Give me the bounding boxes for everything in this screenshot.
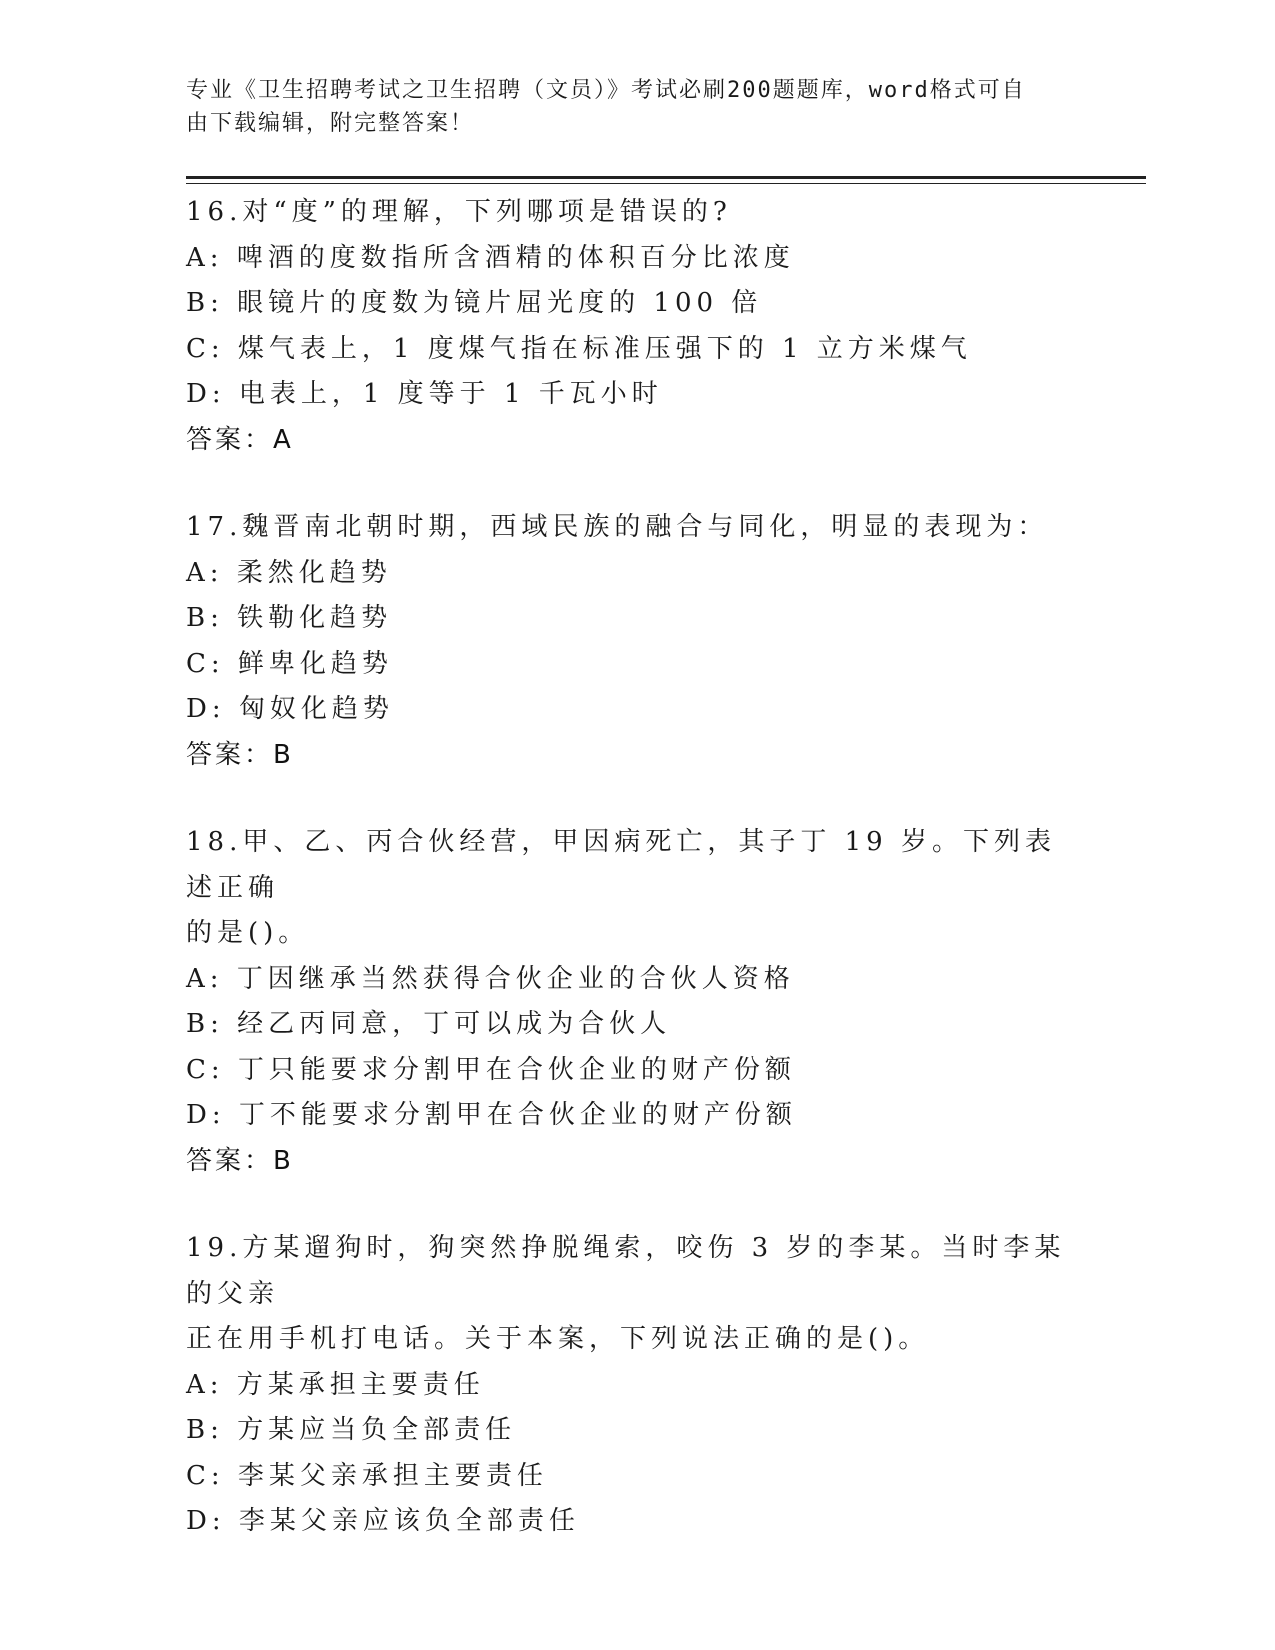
answer-label: 答案：B bbox=[186, 1145, 294, 1176]
option-d: D: 电表上，1 度等于 1 千瓦小时 bbox=[186, 379, 663, 409]
question-19 bbox=[186, 1226, 1086, 1545]
answer-label: 答案：B bbox=[186, 739, 294, 770]
option-b: B: 眼镜片的度数为镜片屈光度的 100 倍 bbox=[186, 288, 763, 318]
question-stem-line-1: 18.甲、乙、丙合伙经营，甲因病死亡，其子丁 19 岁。下列表述正确 bbox=[186, 827, 1056, 903]
intro-line-1: 专业《卫生招聘考试之卫生招聘（文员）》考试必刷200题题库，word格式可自 bbox=[186, 78, 1026, 103]
question-18 bbox=[186, 820, 1086, 1184]
option-d: D: 李某父亲应该负全部责任 bbox=[186, 1506, 580, 1536]
option-d: D: 丁不能要求分割甲在合伙企业的财产份额 bbox=[186, 1100, 797, 1130]
option-b: B: 经乙丙同意，丁可以成为合伙人 bbox=[186, 1009, 672, 1039]
option-d: D: 匈奴化趋势 bbox=[186, 694, 394, 724]
question-16 bbox=[186, 190, 1086, 463]
option-c: C: 鲜卑化趋势 bbox=[186, 648, 393, 679]
option-c: C: 丁只能要求分割甲在合伙企业的财产份额 bbox=[186, 1054, 796, 1085]
option-a: A: 方某承担主要责任 bbox=[186, 1369, 485, 1400]
question-stem: 17.魏晋南北朝时期，西域民族的融合与同化，明显的表现为： bbox=[186, 512, 1049, 542]
question-stem-line-2: 正在用手机打电话。关于本案，下列说法正确的是()。 bbox=[186, 1324, 930, 1354]
header-divider-thin bbox=[186, 183, 1146, 184]
question-17 bbox=[186, 505, 1086, 778]
question-stem-line-1: 19.方某遛狗时，狗突然挣脱绳索，咬伤 3 岁的李某。当时李某的父亲 bbox=[186, 1233, 1066, 1309]
option-b: B: 铁勒化趋势 bbox=[186, 603, 393, 633]
option-c: C: 煤气表上，1 度煤气指在标准压强下的 1 立方米煤气 bbox=[186, 333, 972, 364]
question-stem: 16.对“度”的理解，下列哪项是错误的? bbox=[186, 197, 732, 227]
intro-line-2: 由下载编辑，附完整答案！ bbox=[186, 111, 475, 136]
option-b: B: 方某应当负全部责任 bbox=[186, 1415, 517, 1445]
question-list bbox=[186, 190, 1086, 1587]
option-a: A: 丁因继承当然获得合伙企业的合伙人资格 bbox=[186, 963, 795, 994]
header-divider-thick bbox=[186, 176, 1146, 179]
answer-label: 答案：A bbox=[186, 424, 294, 455]
question-stem-line-2: 的是()。 bbox=[186, 918, 310, 948]
option-c: C: 李某父亲承担主要责任 bbox=[186, 1460, 548, 1491]
document-intro bbox=[186, 74, 1066, 140]
option-a: A: 啤酒的度数指所含酒精的体积百分比浓度 bbox=[186, 242, 795, 273]
option-a: A: 柔然化趋势 bbox=[186, 557, 392, 588]
